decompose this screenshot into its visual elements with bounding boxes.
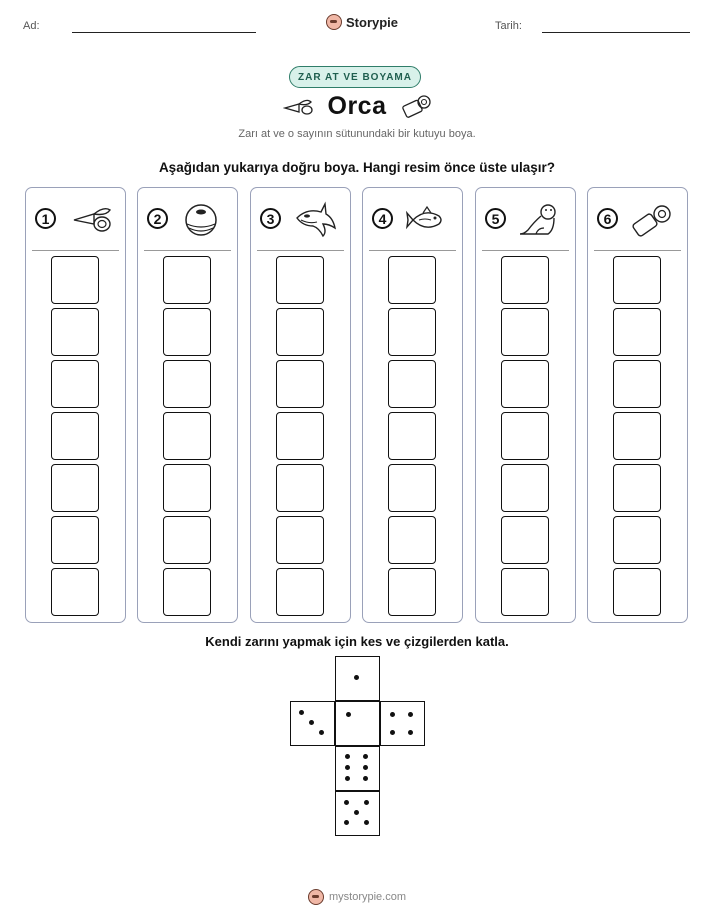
footer xyxy=(0,889,714,905)
orca-icon xyxy=(293,200,339,238)
color-box[interactable] xyxy=(388,516,436,564)
box-stack xyxy=(51,256,99,620)
color-box[interactable] xyxy=(388,412,436,460)
seal-icon xyxy=(518,200,564,238)
pip xyxy=(363,765,368,770)
color-box[interactable] xyxy=(163,464,211,512)
pip xyxy=(345,754,350,759)
footer-url[interactable]: mystorypie.com xyxy=(328,891,407,903)
column-4 xyxy=(362,187,463,623)
color-box[interactable] xyxy=(51,308,99,356)
color-box[interactable] xyxy=(51,360,99,408)
pip xyxy=(390,712,395,717)
pip xyxy=(408,712,413,717)
pip xyxy=(319,730,324,735)
fish-icon xyxy=(405,200,451,238)
color-box[interactable] xyxy=(163,360,211,408)
pip xyxy=(345,776,350,781)
color-box[interactable] xyxy=(51,412,99,460)
category-badge: ZAR AT VE BOYAMA xyxy=(289,66,421,88)
color-box[interactable] xyxy=(501,412,549,460)
color-box[interactable] xyxy=(501,568,549,616)
pip xyxy=(408,730,413,735)
storypie-logo-icon xyxy=(308,889,324,905)
pip xyxy=(299,710,304,715)
column-2 xyxy=(137,187,238,623)
column-number: 3 xyxy=(260,208,281,229)
color-box[interactable] xyxy=(276,516,324,564)
date-line[interactable] xyxy=(542,32,690,33)
color-box[interactable] xyxy=(388,464,436,512)
pip xyxy=(364,800,369,805)
pip xyxy=(354,675,359,680)
color-box[interactable] xyxy=(501,360,549,408)
box-stack xyxy=(163,256,211,620)
trumpet-icon xyxy=(68,200,114,238)
color-box[interactable] xyxy=(276,464,324,512)
brand xyxy=(326,14,398,30)
dice-instruction: Kendi zarını yapmak için kes ve çizgilerden katla. xyxy=(205,634,509,649)
color-box[interactable] xyxy=(276,568,324,616)
column-number: 6 xyxy=(597,208,618,229)
column-number: 5 xyxy=(485,208,506,229)
die-face-center xyxy=(335,701,380,746)
column-6 xyxy=(587,187,688,623)
whistle-icon xyxy=(630,200,676,238)
color-box[interactable] xyxy=(51,256,99,304)
name-label: Ad: xyxy=(23,20,40,32)
column-number: 4 xyxy=(372,208,393,229)
pip xyxy=(346,712,351,717)
pip xyxy=(363,754,368,759)
die-face-one xyxy=(335,656,380,701)
whistle-icon xyxy=(402,93,432,119)
box-stack xyxy=(613,256,661,620)
color-box[interactable] xyxy=(51,516,99,564)
column-1 xyxy=(25,187,126,623)
box-stack xyxy=(388,256,436,620)
box-stack xyxy=(501,256,549,620)
color-box[interactable] xyxy=(613,568,661,616)
pip xyxy=(363,776,368,781)
die-face-four xyxy=(380,701,425,746)
subtitle: Zarı at ve o sayının sütunundaki bir kutuyu boya. xyxy=(238,128,476,140)
pip xyxy=(364,820,369,825)
pip xyxy=(345,765,350,770)
die-face-three xyxy=(290,701,335,746)
storypie-logo-icon xyxy=(326,14,342,30)
column-number: 2 xyxy=(147,208,168,229)
color-box[interactable] xyxy=(613,516,661,564)
color-box[interactable] xyxy=(613,256,661,304)
color-box[interactable] xyxy=(163,256,211,304)
brand-name: Storypie xyxy=(346,14,399,30)
column-5 xyxy=(475,187,576,623)
page-title: Orca xyxy=(327,92,387,120)
color-box[interactable] xyxy=(613,412,661,460)
color-box[interactable] xyxy=(501,256,549,304)
box-stack xyxy=(276,256,324,620)
color-box[interactable] xyxy=(613,360,661,408)
color-box[interactable] xyxy=(501,464,549,512)
color-box[interactable] xyxy=(276,360,324,408)
color-box[interactable] xyxy=(501,516,549,564)
pip xyxy=(344,800,349,805)
color-box[interactable] xyxy=(501,308,549,356)
color-box[interactable] xyxy=(163,412,211,460)
pip xyxy=(309,720,314,725)
color-box[interactable] xyxy=(388,256,436,304)
color-box[interactable] xyxy=(388,308,436,356)
pip xyxy=(390,730,395,735)
die-face-six xyxy=(335,746,380,791)
date-label: Tarih: xyxy=(495,20,522,32)
instruction: Aşağıdan yukarıya doğru boya. Hangi resim önce üste ulaşır? xyxy=(158,160,556,175)
color-box[interactable] xyxy=(163,516,211,564)
pip xyxy=(344,820,349,825)
column-3 xyxy=(250,187,351,623)
color-box[interactable] xyxy=(51,464,99,512)
color-box[interactable] xyxy=(388,360,436,408)
name-line[interactable] xyxy=(72,32,256,33)
color-box[interactable] xyxy=(388,568,436,616)
pip xyxy=(354,810,359,815)
buoy-icon xyxy=(180,200,226,238)
color-box[interactable] xyxy=(276,308,324,356)
color-box[interactable] xyxy=(163,568,211,616)
color-box[interactable] xyxy=(613,464,661,512)
color-box[interactable] xyxy=(276,256,324,304)
color-box[interactable] xyxy=(276,412,324,460)
die-face-five xyxy=(335,791,380,836)
color-box[interactable] xyxy=(613,308,661,356)
column-number: 1 xyxy=(35,208,56,229)
color-box[interactable] xyxy=(51,568,99,616)
color-box[interactable] xyxy=(163,308,211,356)
